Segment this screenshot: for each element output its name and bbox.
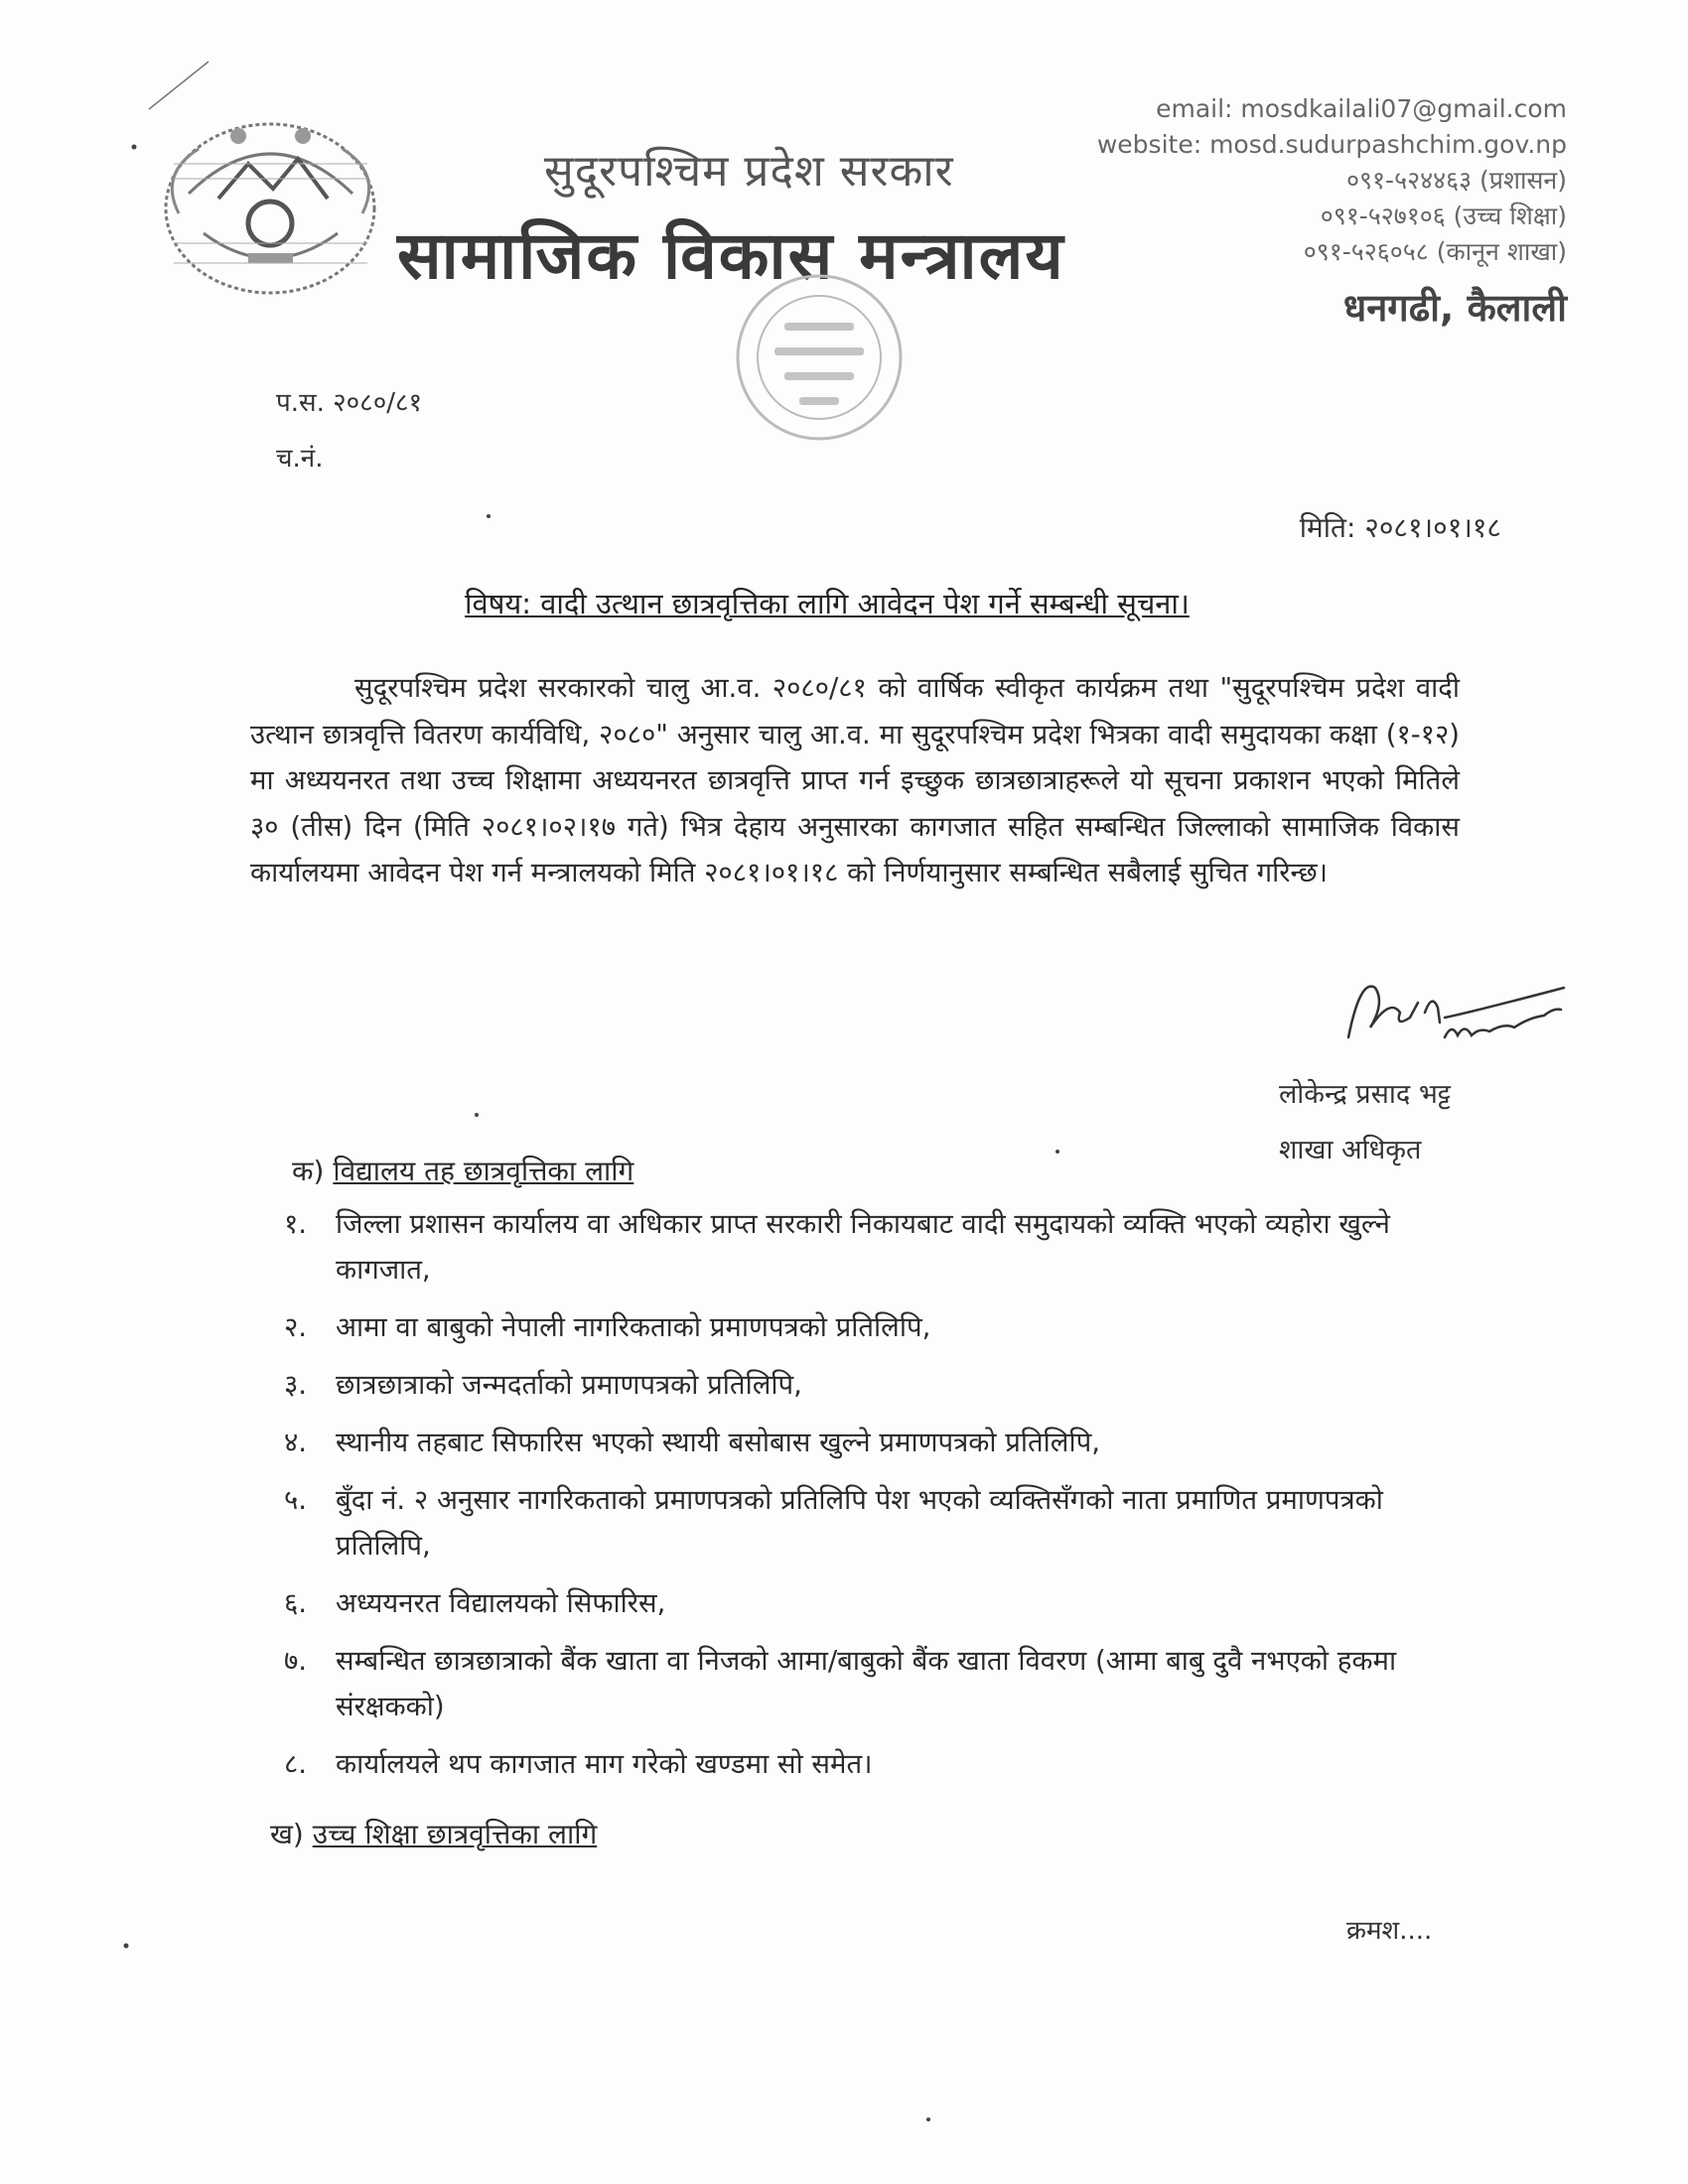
list-item-number: ८. xyxy=(284,1748,308,1780)
office-location: धनगढी, कैलाली xyxy=(1342,286,1567,330)
section-b-marker: ख) xyxy=(270,1818,304,1850)
list-item xyxy=(284,1201,1472,1293)
signatory-block xyxy=(1279,1067,1451,1178)
section-b-heading xyxy=(270,1815,597,1852)
list-item-text: जिल्ला प्रशासन कार्यालय वा अधिकार प्राप्त सरकारी निकायबाट वादी समुदायको व्यक्ति भएको व्यहोरा खुल्ने कागजात, xyxy=(336,1208,1390,1286)
list-item-text: आमा वा बाबुको नेपाली नागरिकताको प्रमाणपत्रको प्रतिलिपि, xyxy=(336,1311,931,1343)
school-documents-list xyxy=(284,1201,1472,1799)
list-item xyxy=(284,1638,1472,1729)
website-address: website: mosd.sudurpashchim.gov.np xyxy=(1096,130,1567,159)
section-a-marker: क) xyxy=(292,1155,325,1187)
list-item xyxy=(284,1304,1472,1350)
signatory-designation: शाखा अधिकृत xyxy=(1279,1135,1422,1165)
list-item-number: ६. xyxy=(284,1587,308,1619)
phone-law-section: ०९१-५२६०५८ (कानून शाखा) xyxy=(1303,237,1567,266)
list-item xyxy=(284,1477,1472,1569)
email-address: email: mosdkailali07@gmail.com xyxy=(1156,94,1567,123)
nepal-emblem-logo xyxy=(149,104,392,303)
section-a-heading xyxy=(292,1152,633,1189)
office-stamp xyxy=(715,263,923,452)
list-item-number: ७. xyxy=(284,1645,308,1677)
list-item-text: स्थानीय तहबाट सिफारिस भएको स्थायी बसोबास खुल्ने प्रमाणपत्रको प्रतिलिपि, xyxy=(336,1427,1100,1458)
subject-line: विषय: वादी उत्थान छात्रवृत्तिका लागि आवेदन पेश गर्ने सम्बन्धी सूचना। xyxy=(465,587,1190,620)
section-a-title: विद्यालय तह छात्रवृत्तिका लागि xyxy=(333,1155,634,1187)
list-item xyxy=(284,1362,1472,1408)
signatory-name: लोकेन्द्र प्रसाद भट्ट xyxy=(1279,1079,1452,1110)
phone-admin: ०९१-५२४४६३ (प्रशासन) xyxy=(1346,166,1567,195)
list-item-number: ३. xyxy=(284,1369,308,1401)
list-item-number: १. xyxy=(284,1208,308,1240)
reference-block xyxy=(276,375,422,486)
list-item-text: अध्ययनरत विद्यालयको सिफारिस, xyxy=(336,1587,666,1619)
body-paragraph: सुदूरपश्चिम प्रदेश सरकारको चालु आ.व. २०८०/८१ को वार्षिक स्वीकृत कार्यक्रम तथा "सुदूरपश्चिम प्रदेश वादी उत्थान छात्रवृत्ति वितरण कार्यविधि, २०८०" अनुसार चालु आ.व. मा सुदूरपश्चिम प्रदेश भित्रका वादी समुदायका कक्षा (१-१२) मा अध्ययनरत तथा उच्च शिक्षामा अध्ययनरत छात्रवृत्ति प्राप्त गर्न इच्छुक छात्रछात्राहरूले यो सूचना प्रकाशन भएको मितिले ३० (तीस) दिन (मिति २०८१।०२।१७ गते) भित्र देहाय अनुसारका कागजात सहित सम्बन्धित जिल्लाको सामाजिक विकास कार्यालयमा आवेदन पेश गर्न मन्त्रालयको मिति २०८१।०१।१८ को निर्णयानुसार सम्बन्धित सबैलाई सुचित गरिन्छ। xyxy=(250,672,1460,888)
chalani-number: च.नं. xyxy=(276,444,324,474)
list-item-text: बुँदा नं. २ अनुसार नागरिकताको प्रमाणपत्रको प्रतिलिपि पेश भएको व्यक्तिसँगको नाता प्रमाणित प्रमाणपत्रको प्रतिलिपि, xyxy=(336,1484,1383,1562)
contact-block xyxy=(1097,91,1567,330)
list-item-number: ५. xyxy=(284,1484,308,1516)
list-item-number: २. xyxy=(284,1311,308,1343)
list-item-number: ४. xyxy=(284,1427,308,1458)
list-item-text: छात्रछात्राको जन्मदर्ताको प्रमाणपत्रको प्रतिलिपि, xyxy=(336,1369,802,1401)
handwritten-signature xyxy=(1340,968,1569,1057)
patra-sankhya: प.स. २०८०/८१ xyxy=(276,388,423,418)
list-item-text: सम्बन्धित छात्रछात्राको बैंक खाता वा निजको आमा/बाबुको बैंक खाता विवरण (आमा बाबु दुवै नभएको हकमा संरक्षकको) xyxy=(336,1645,1397,1722)
ministry-name: सामाजिक विकास मन्त्रालय xyxy=(397,217,1065,294)
phone-higher-education: ०९१-५२७१०६ (उच्च शिक्षा) xyxy=(1320,202,1567,230)
government-name: सुदूरपश्चिम प्रदेश सरकार xyxy=(544,146,954,197)
continued-marker: क्रमश.... xyxy=(1346,1916,1433,1946)
document-date: मिति: २०८१।०१।१८ xyxy=(1299,511,1501,544)
section-b-title: उच्च शिक्षा छात्रवृत्तिका लागि xyxy=(312,1818,598,1850)
list-item xyxy=(284,1420,1472,1465)
list-item-text: कार्यालयले थप कागजात माग गरेको खण्डमा सो समेत। xyxy=(336,1748,873,1780)
list-item xyxy=(284,1580,1472,1626)
list-item xyxy=(284,1741,1472,1787)
